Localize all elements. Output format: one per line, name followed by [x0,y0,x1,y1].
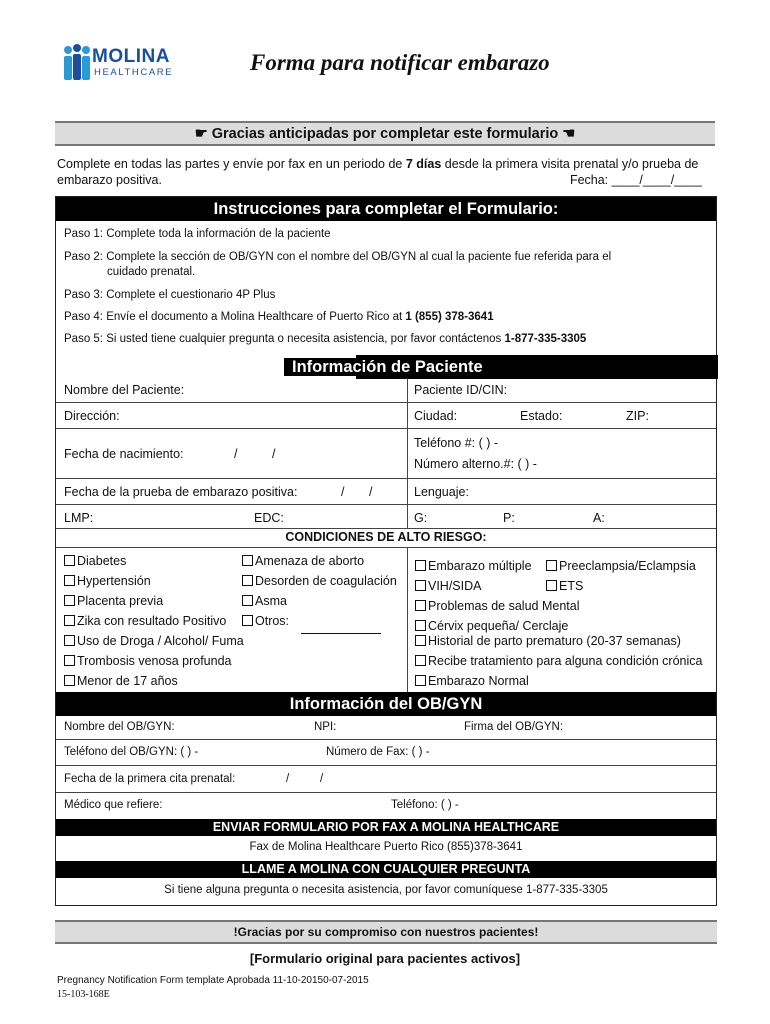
g-label: G: [414,511,428,525]
risk-checkbox-item[interactable] [415,654,702,668]
call-text: Si tiene alguna pregunta o necesita asistencia, por favor comuníquese 1-877-335-3305 [164,884,608,896]
risk-title: CONDICIONES DE ALTO RIESGO: [285,530,487,544]
checkbox-label: Historial de parto prematuro (20-37 semanas) [428,634,681,648]
risk-checkbox-item[interactable] [64,594,163,608]
checkbox[interactable] [415,655,426,666]
risk-checkbox-item[interactable] [546,559,696,573]
checkbox-label: Desorden de coagulación [255,574,397,588]
test-slash-2: / [369,485,373,499]
call-header: LLAME A MOLINA CON CUALQUIER PREGUNTA [56,861,716,878]
checkbox[interactable] [415,560,426,571]
intro-text: Complete en todas las partes y envíe por fax en un periodo de 7 días desde la primera visita prenatal y/o prueba de embarazo positiva. Fecha: ____/____/____ [57,157,702,187]
risk-checkbox-item[interactable] [64,674,178,688]
obgyn-header: Información del OB/GYN [56,692,716,716]
date-field[interactable]: Fecha: ____/____/____ [569,173,702,187]
checkbox[interactable] [415,675,426,686]
thanks-banner: ☛ Gracias anticipadas por completar este formulario ☚ [55,121,715,146]
checkbox-label: Asma [255,594,287,608]
obgyn-phone-label: Teléfono del OB/GYN: ( ) - [64,746,199,758]
checkbox[interactable] [64,655,75,666]
referrer-phone-label: Teléfono: ( ) - [391,799,459,811]
zip-label: ZIP: [626,409,649,423]
npi-label: NPI: [314,721,337,733]
checkbox[interactable] [64,615,75,626]
checkbox-label: Problemas de salud Mental [428,599,580,613]
lmp-label: LMP: [64,511,94,525]
risk-checkbox-item[interactable] [64,654,231,668]
risk-checkbox-item[interactable] [546,579,583,593]
dob-label: Fecha de nacimiento: [64,447,184,461]
risk-checkbox-item[interactable] [415,634,681,648]
molina-logo [62,44,192,84]
checkbox-label: Diabetes [77,554,127,568]
language-label: Lenguaje: [414,485,469,499]
checkbox-label: Menor de 17 años [77,674,178,688]
a-label: A: [593,511,605,525]
checkbox[interactable] [415,580,426,591]
checkbox-label: Cérvix pequeña/ Cerclaje [428,619,569,633]
checkbox[interactable] [64,675,75,686]
dob-slash-1: / [234,447,238,461]
risk-checkbox-item[interactable] [242,594,287,608]
checkbox-label: Preeclampsia/Eclampsia [559,559,696,573]
p-label: P: [503,511,515,525]
checkbox[interactable] [242,615,253,626]
logo-sub: HEALTHCARE [94,67,174,78]
obgyn-name-label: Nombre del OB/GYN: [64,721,175,733]
obgyn-sign-label: Firma del OB/GYN: [464,721,564,733]
footer-template: Pregnancy Notification Form template Aprobada 11-10-20150-07-2015 [57,975,369,986]
dob-slash-2: / [272,447,276,461]
step-2-cont: cuidado prenatal. [107,266,196,278]
checkbox-label: VIH/SIDA [428,579,482,593]
checkbox-label: Placenta previa [77,594,164,608]
state-label: Estado: [520,409,563,423]
risk-checkbox-item[interactable] [415,599,579,613]
address-label: Dirección: [64,409,120,423]
patient-id-label: Paciente ID/CIN: [414,383,508,397]
risk-checkbox-item[interactable] [415,559,532,573]
city-label: Ciudad: [414,409,458,423]
phone-label: Teléfono #: ( ) - [414,436,499,450]
checkbox-label: Trombosis venosa profunda [77,654,232,668]
referrer-label: Médico que refiere: [64,799,163,811]
form-frame [55,196,717,906]
step-1: Paso 1: Complete toda la información de la paciente [64,228,331,240]
fax-header: ENVIAR FORMULARIO POR FAX A MOLINA HEALTHCARE [56,819,716,836]
thanks-bottom: !Gracias por su compromiso con nuestros pacientes! [55,920,717,944]
checkbox-label: Uso de Droga / Alcohol/ Fuma [77,634,244,648]
checkbox-label: Otros: [255,614,290,628]
logo-name: MOLINA [92,46,170,67]
risk-checkbox-item[interactable] [415,579,482,593]
checkbox[interactable] [242,575,253,586]
checkbox[interactable] [64,575,75,586]
step-3: Paso 3: Complete el cuestionario 4P Plus [64,289,276,301]
instructions-header: Instrucciones para completar el Formulario: [56,197,716,221]
risk-checkbox-item[interactable] [415,674,529,688]
test-slash-1: / [341,485,345,499]
checkbox[interactable] [64,595,75,606]
patient-name-label: Nombre del Paciente: [64,383,185,397]
step-5: Paso 5: Si usted tiene cualquier pregunta o necesita asistencia, por favor contáctenos 1-877-335-3305 [64,333,587,345]
page-title: Forma para notificar embarazo [250,50,550,75]
checkbox[interactable] [546,560,557,571]
risk-checkbox-item[interactable] [242,574,397,588]
risk-checkbox-item[interactable] [64,634,244,648]
fax-text: Fax de Molina Healthcare Puerto Rico (855)378-3641 [249,841,523,853]
checkbox-label: Amenaza de aborto [255,554,365,568]
checkbox-label: Embarazo múltiple [428,559,532,573]
checkbox[interactable] [64,555,75,566]
original-note: [Formulario original para pacientes activos] [249,951,521,966]
risk-checkbox-item[interactable] [242,554,364,568]
checkbox[interactable] [415,620,426,631]
alt-phone-label: Número alterno.#: ( ) - [414,457,537,471]
fv-slash-1: / [286,773,290,785]
first-visit-label: Fecha de la primera cita prenatal: [64,773,236,785]
risk-checkbox-item[interactable] [64,554,126,568]
checkbox-label: Zika con resultado Positivo [77,614,227,628]
risk-checkbox-item[interactable] [415,619,568,633]
checkbox-label: ETS [559,579,584,593]
footer-code: 15-103-168E [57,989,110,1000]
checkbox[interactable] [242,595,253,606]
test-date-label: Fecha de la prueba de embarazo positiva: [64,485,298,499]
edc-label: EDC: [254,511,284,525]
checkbox[interactable] [415,635,426,646]
risk-checkbox-item[interactable] [64,574,151,588]
patient-header: Información de Paciente [356,355,718,379]
risk-checkbox-item[interactable] [242,614,289,628]
people-icon [62,44,92,84]
checkbox-label: Embarazo Normal [428,674,529,688]
risk-checkbox-item[interactable] [64,614,226,628]
obgyn-fax-label: Número de Fax: ( ) - [326,746,430,758]
step-2: Paso 2: Complete la sección de OB/GYN con el nombre del OB/GYN al cual la paciente fue referida para el [64,251,612,263]
checkbox-label: Hypertensión [77,574,151,588]
checkbox-label: Recibe tratamiento para alguna condición crónica [428,654,703,668]
checkbox[interactable] [415,600,426,611]
checkbox[interactable] [546,580,557,591]
otros-line[interactable] [301,633,381,634]
checkbox[interactable] [242,555,253,566]
checkbox[interactable] [64,635,75,646]
step-4: Paso 4: Envíe el documento a Molina Healthcare of Puerto Rico at 1 (855) 378-3641 [64,311,494,323]
fv-slash-2: / [320,773,324,785]
